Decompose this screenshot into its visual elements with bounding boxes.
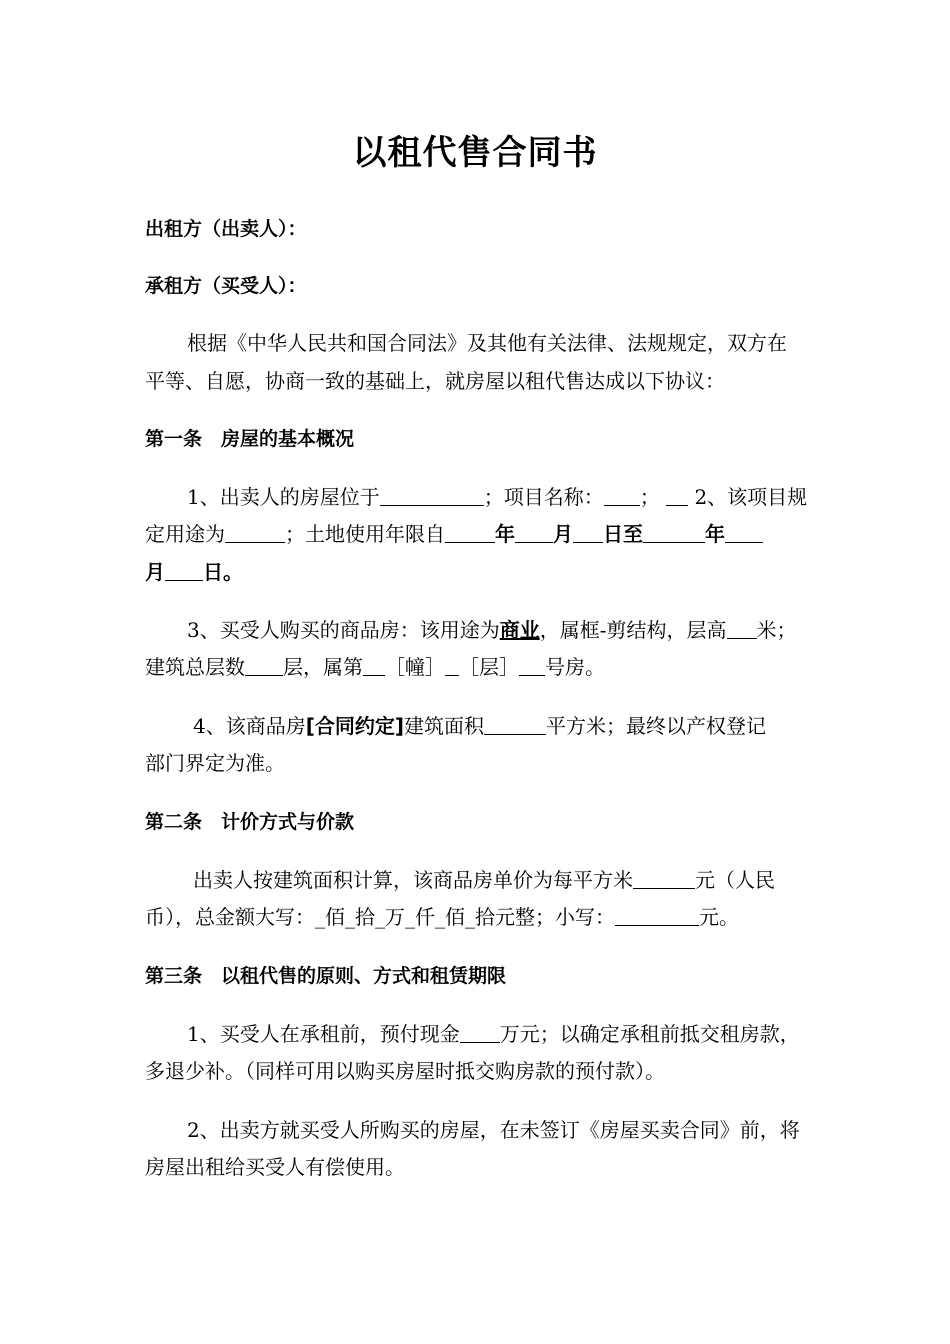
article-3-heading: 第三条 以租代售的原则、方式和租赁期限 bbox=[145, 965, 507, 987]
blank-building bbox=[363, 657, 385, 676]
text-segment: 1、买受人在承租前，预付现金 bbox=[187, 1022, 460, 1046]
article-3-para-1-line-2: 多退少补。（同样可用以购买房屋时抵交购房款的预付款）。 bbox=[145, 1059, 665, 1083]
article-1-para-3-line-2 bbox=[145, 655, 815, 679]
text-segment: 3、买受人购买的商品房：该用途为 bbox=[187, 618, 500, 642]
article-1-heading: 第一条 房屋的基本概况 bbox=[145, 428, 355, 450]
text-segment: 4、该商品房 bbox=[193, 714, 306, 738]
blank-total-amount bbox=[615, 907, 699, 926]
year-label: 年 bbox=[495, 522, 515, 546]
text-segment: 元。 bbox=[699, 905, 739, 929]
agreement-tag: [合同约定] bbox=[305, 714, 405, 738]
document-title: 以租代售合同书 bbox=[352, 133, 598, 173]
blank bbox=[666, 487, 688, 506]
blank-project-name bbox=[604, 487, 640, 506]
text-segment: 平方米；最终以产权登记 bbox=[546, 714, 767, 738]
use-type-value: 商业 bbox=[499, 618, 540, 642]
text-segment: 米； bbox=[756, 618, 797, 642]
text-segment: 层，属第 bbox=[283, 655, 363, 679]
text-segment: 号房。 bbox=[545, 655, 605, 679]
day-to-label: 日至 bbox=[603, 522, 643, 546]
blank-prepayment bbox=[460, 1024, 500, 1043]
blank-start-day bbox=[573, 524, 603, 543]
blank-end-month bbox=[725, 524, 763, 543]
text-segment: ［层］ bbox=[459, 655, 519, 679]
buyer-party-label: 承租方（买受人）： bbox=[145, 275, 307, 297]
text-segment: 万元；以确定承租前抵交租房款， bbox=[499, 1022, 800, 1046]
text-segment: 元（人民 bbox=[695, 868, 775, 892]
blank-area bbox=[484, 716, 546, 735]
text-segment: 出卖人按建筑面积计算，该商品房单价为每平方米 bbox=[193, 868, 633, 892]
month-label: 月 bbox=[145, 560, 165, 584]
article-1-para-1-line-3 bbox=[145, 560, 815, 584]
blank-end-day bbox=[165, 562, 203, 581]
blank-total-floors bbox=[245, 657, 283, 676]
blank-purpose bbox=[225, 524, 285, 543]
article-1-para-1-line-1 bbox=[187, 485, 857, 509]
text-segment: 1、出卖人的房屋位于 bbox=[187, 485, 380, 509]
day-label: 日。 bbox=[203, 560, 243, 584]
text-segment: 定用途为 bbox=[145, 522, 225, 546]
article-2-para-1-line-1 bbox=[193, 868, 863, 892]
article-3-para-2-line-2: 房屋出租给买受人有偿使用。 bbox=[145, 1155, 405, 1179]
blank-start-year bbox=[445, 524, 495, 543]
article-1-para-4-line-1 bbox=[193, 714, 863, 738]
text-segment: ，属框-剪结构，层高 bbox=[539, 618, 727, 642]
text-segment: 币），总金额大写：_佰_拾_万_仟_佰_拾元整；小写： bbox=[145, 905, 615, 929]
blank-floor-height bbox=[727, 620, 757, 639]
blank-floor bbox=[445, 657, 459, 676]
text-segment: ；项目名称： bbox=[483, 485, 604, 509]
article-2-heading: 第二条 计价方式与价款 bbox=[145, 811, 355, 833]
seller-party-label: 出租方（出卖人）： bbox=[145, 218, 307, 240]
blank-unit-price bbox=[633, 870, 695, 889]
article-1-para-4-line-2: 部门界定为准。 bbox=[145, 751, 285, 775]
article-3-para-1-line-1 bbox=[187, 1022, 857, 1046]
blank-start-month bbox=[515, 524, 553, 543]
text-segment: 建筑总层数 bbox=[145, 655, 245, 679]
article-1-para-3-line-1 bbox=[187, 618, 857, 642]
intro-line-2: 平等、自愿，协商一致的基础上，就房屋以租代售达成以下协议： bbox=[145, 369, 725, 393]
month-label: 月 bbox=[553, 522, 573, 546]
text-segment: ；土地使用年限自 bbox=[285, 522, 445, 546]
intro-line-1: 根据《中华人民共和国合同法》及其他有关法律、法规规定，双方在 bbox=[187, 331, 787, 355]
text-segment: 2、该项目规 bbox=[694, 485, 808, 509]
text-segment: ； bbox=[639, 485, 660, 509]
article-1-para-1-line-2 bbox=[145, 522, 815, 546]
blank-location bbox=[380, 487, 484, 506]
year-label: 年 bbox=[705, 522, 725, 546]
article-2-para-1-line-2 bbox=[145, 905, 815, 929]
text-segment: 建筑面积 bbox=[404, 714, 485, 738]
article-3-para-2-line-1: 2、出卖方就买受人所购买的房屋，在未签订《房屋买卖合同》前，将 bbox=[187, 1118, 800, 1142]
text-segment: ［幢］ bbox=[385, 655, 445, 679]
blank-end-year bbox=[643, 524, 705, 543]
blank-room bbox=[519, 657, 545, 676]
